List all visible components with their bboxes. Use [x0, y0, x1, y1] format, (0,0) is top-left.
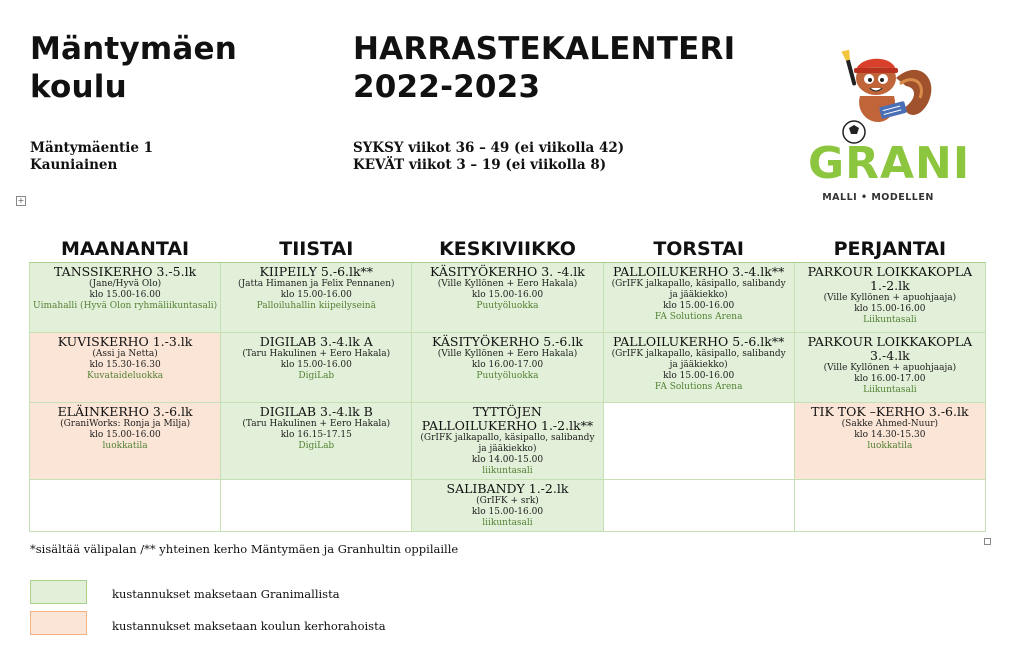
- activity-title: ELÄINKERHO 3.-6.lk: [57, 403, 193, 419]
- table-resize-handle-icon[interactable]: [984, 538, 991, 545]
- logo-text: GRANI: [808, 138, 971, 189]
- day-header-tuesday: TIISTAI: [221, 232, 412, 262]
- activity-place: Palloiluhallin kiipeilyseinä: [256, 300, 376, 311]
- activity-place: Kuvataideluokka: [87, 370, 164, 381]
- activity-title: TYTTÖJEN PALLOILUKERHO 1.-2.lk**: [421, 403, 594, 433]
- activity-time: klo 15.00-16.00: [663, 300, 735, 311]
- empty-cell: [30, 479, 221, 531]
- activity-place: Puutyöluokka: [476, 370, 539, 381]
- activity-cell: [794, 262, 985, 332]
- activity-title: TIK TOK –KERHO 3.-6.lk: [811, 403, 969, 419]
- activity-cell: [221, 402, 412, 479]
- activity-cell: [603, 332, 794, 402]
- activity-leaders: (GrIFK jalkapallo, käsipallo, salibandy ja jääkiekko): [611, 278, 786, 300]
- activity-time: klo 15.00-16.00: [280, 289, 352, 300]
- activity-leaders: (Jatta Himanen ja Felix Pennanen): [238, 278, 395, 289]
- activity-leaders: (GraniWorks: Ronja ja Milja): [60, 418, 191, 429]
- activity-leaders: (Assi ja Netta): [92, 348, 158, 359]
- activity-cell: [412, 332, 603, 402]
- activity-time: klo 14.00-15.00: [471, 454, 544, 465]
- table-move-handle-icon[interactable]: +: [17, 196, 25, 205]
- calendar-title-line2: 2022-2023: [353, 69, 541, 105]
- school-address: [30, 140, 153, 174]
- activity-time: klo 15.00-16.00: [280, 359, 352, 370]
- activity-leaders: (Ville Kyllönen + apuohjaaja): [823, 292, 957, 303]
- activity-title: PARKOUR LOIKKAKOPLA 1.-2.lk: [807, 263, 973, 293]
- activity-title: KUVISKERHO 1.-3.lk: [57, 333, 193, 349]
- activity-place: Puutyöluokka: [476, 300, 539, 311]
- activity-cell: [603, 262, 794, 332]
- activity-cell: [412, 262, 603, 332]
- address-city: Kauniainen: [30, 157, 118, 173]
- activity-time: klo 14.30-15.30: [854, 429, 926, 440]
- day-header-row: [30, 232, 986, 262]
- activity-title: DIGILAB 3.-4.lk A: [259, 333, 373, 349]
- day-header-wednesday: KESKIVIIKKO: [412, 232, 603, 262]
- activity-title: KIIPEILY 5.-6.lk**: [259, 263, 374, 279]
- activity-title: PALLOILUKERHO 5.-6.lk**: [612, 333, 785, 349]
- timetable-row: [30, 479, 986, 531]
- activity-time: klo 16.15-17.15: [280, 429, 352, 440]
- legend-swatch-orange: [30, 611, 87, 635]
- legend-label-kerhorahat: kustannukset maksetaan koulun kerhorahoista: [112, 619, 386, 633]
- calendar-title-line1: HARRASTEKALENTERI: [353, 31, 736, 67]
- activity-place: Liikuntasali: [863, 384, 917, 395]
- activity-place: luokkatila: [102, 440, 148, 451]
- grani-logo: [808, 48, 971, 208]
- squirrel-mascot-icon: [808, 48, 948, 148]
- activity-time: klo 15.00-16.00: [89, 289, 161, 300]
- activity-cell: [794, 332, 985, 402]
- weeks-autumn: SYKSY viikot 36 – 49 (ei viikolla 42): [353, 140, 625, 156]
- empty-cell: [221, 479, 412, 531]
- activity-cell: [412, 479, 603, 531]
- timetable-body: [30, 262, 986, 531]
- activity-leaders: (Ville Kyllönen + Eero Hakala): [437, 278, 578, 289]
- activity-time: klo 15.00-16.00: [89, 429, 161, 440]
- activity-place: FA Solutions Arena: [654, 311, 743, 322]
- season-weeks: [353, 140, 624, 174]
- activity-place: Uimahalli (Hyvä Olon ryhmäliikuntasali): [33, 300, 218, 311]
- activity-leaders: (Jane/Hyvä Olo): [89, 278, 162, 289]
- activity-cell: [30, 262, 221, 332]
- activity-place: Liikuntasali: [863, 314, 917, 325]
- activity-cell: [221, 262, 412, 332]
- activity-leaders: (Sakke Ahmed-Nuur): [841, 418, 939, 429]
- activity-time: klo 15.00-16.00: [471, 506, 544, 517]
- activity-place: DigiLab: [298, 370, 335, 381]
- activity-leaders: (GrIFK jalkapallo, käsipallo, salibandy ja jääkiekko): [420, 432, 595, 454]
- activity-title: PARKOUR LOIKKAKOPLA 3.-4.lk: [807, 333, 973, 363]
- activity-cell: [221, 332, 412, 402]
- timetable-row: [30, 332, 986, 402]
- activity-leaders: (Ville Kyllönen + apuohjaaja): [823, 362, 957, 373]
- activity-cell: [30, 332, 221, 402]
- activity-place: luokkatila: [867, 440, 913, 451]
- activity-place: DigiLab: [298, 440, 335, 451]
- weeks-spring: KEVÄT viikot 3 – 19 (ei viikolla 8): [353, 157, 607, 173]
- activity-time: klo 15.30-16.30: [89, 359, 161, 370]
- activity-time: klo 16.00-17.00: [471, 359, 544, 370]
- activity-title: SALIBANDY 1.-2.lk: [446, 480, 569, 496]
- activity-title: DIGILAB 3.-4.lk B: [259, 403, 373, 419]
- activity-time: klo 15.00-16.00: [471, 289, 544, 300]
- address-street: Mäntymäentie 1: [30, 140, 154, 156]
- legend-swatch-green: [30, 580, 87, 604]
- footnote: *sisältää välipalan /** yhteinen kerho Mäntymäen ja Granhultin oppilaille: [30, 542, 459, 556]
- timetable-row: [30, 262, 986, 332]
- school-name-line2: koulu: [30, 69, 127, 105]
- school-name: [30, 30, 237, 106]
- day-header-monday: MAANANTAI: [30, 232, 221, 262]
- activity-title: KÄSITYÖKERHO 5.-6.lk: [432, 333, 583, 349]
- day-header-friday: PERJANTAI: [794, 232, 985, 262]
- activity-place: FA Solutions Arena: [654, 381, 743, 392]
- empty-cell: [794, 479, 985, 531]
- activity-leaders: (GrIFK + srk): [476, 495, 539, 506]
- activity-leaders: (GrIFK jalkapallo, käsipallo, salibandy ja jääkiekko): [611, 348, 786, 370]
- activity-leaders: (Taru Hakulinen + Eero Hakala): [242, 418, 391, 429]
- activity-leaders: (Ville Kyllönen + Eero Hakala): [437, 348, 578, 359]
- activity-timetable: [29, 232, 986, 532]
- school-name-line1: Mäntymäen: [30, 31, 237, 67]
- activity-place: liikuntasali: [482, 517, 533, 528]
- activity-title: PALLOILUKERHO 3.-4.lk**: [612, 263, 785, 279]
- empty-cell: [603, 402, 794, 479]
- activity-title: KÄSITYÖKERHO 3. -4.lk: [430, 263, 585, 279]
- legend-label-granimalli: kustannukset maksetaan Granimallista: [112, 587, 340, 601]
- activity-leaders: (Taru Hakulinen + Eero Hakala): [242, 348, 391, 359]
- activity-cell: [794, 402, 985, 479]
- activity-time: klo 16.00-17.00: [854, 373, 926, 384]
- day-header-thursday: TORSTAI: [603, 232, 794, 262]
- activity-place: liikuntasali: [482, 465, 533, 476]
- timetable-row: [30, 402, 986, 479]
- activity-title: TANSSIKERHO 3.-5.lk: [54, 263, 197, 279]
- activity-time: klo 15.00-16.00: [854, 303, 926, 314]
- calendar-title: [353, 30, 735, 106]
- activity-cell: [30, 402, 221, 479]
- activity-cell: [412, 402, 603, 479]
- activity-time: klo 15.00-16.00: [663, 370, 735, 381]
- empty-cell: [603, 479, 794, 531]
- logo-subtext: MALLI • MODELLEN: [822, 192, 934, 203]
